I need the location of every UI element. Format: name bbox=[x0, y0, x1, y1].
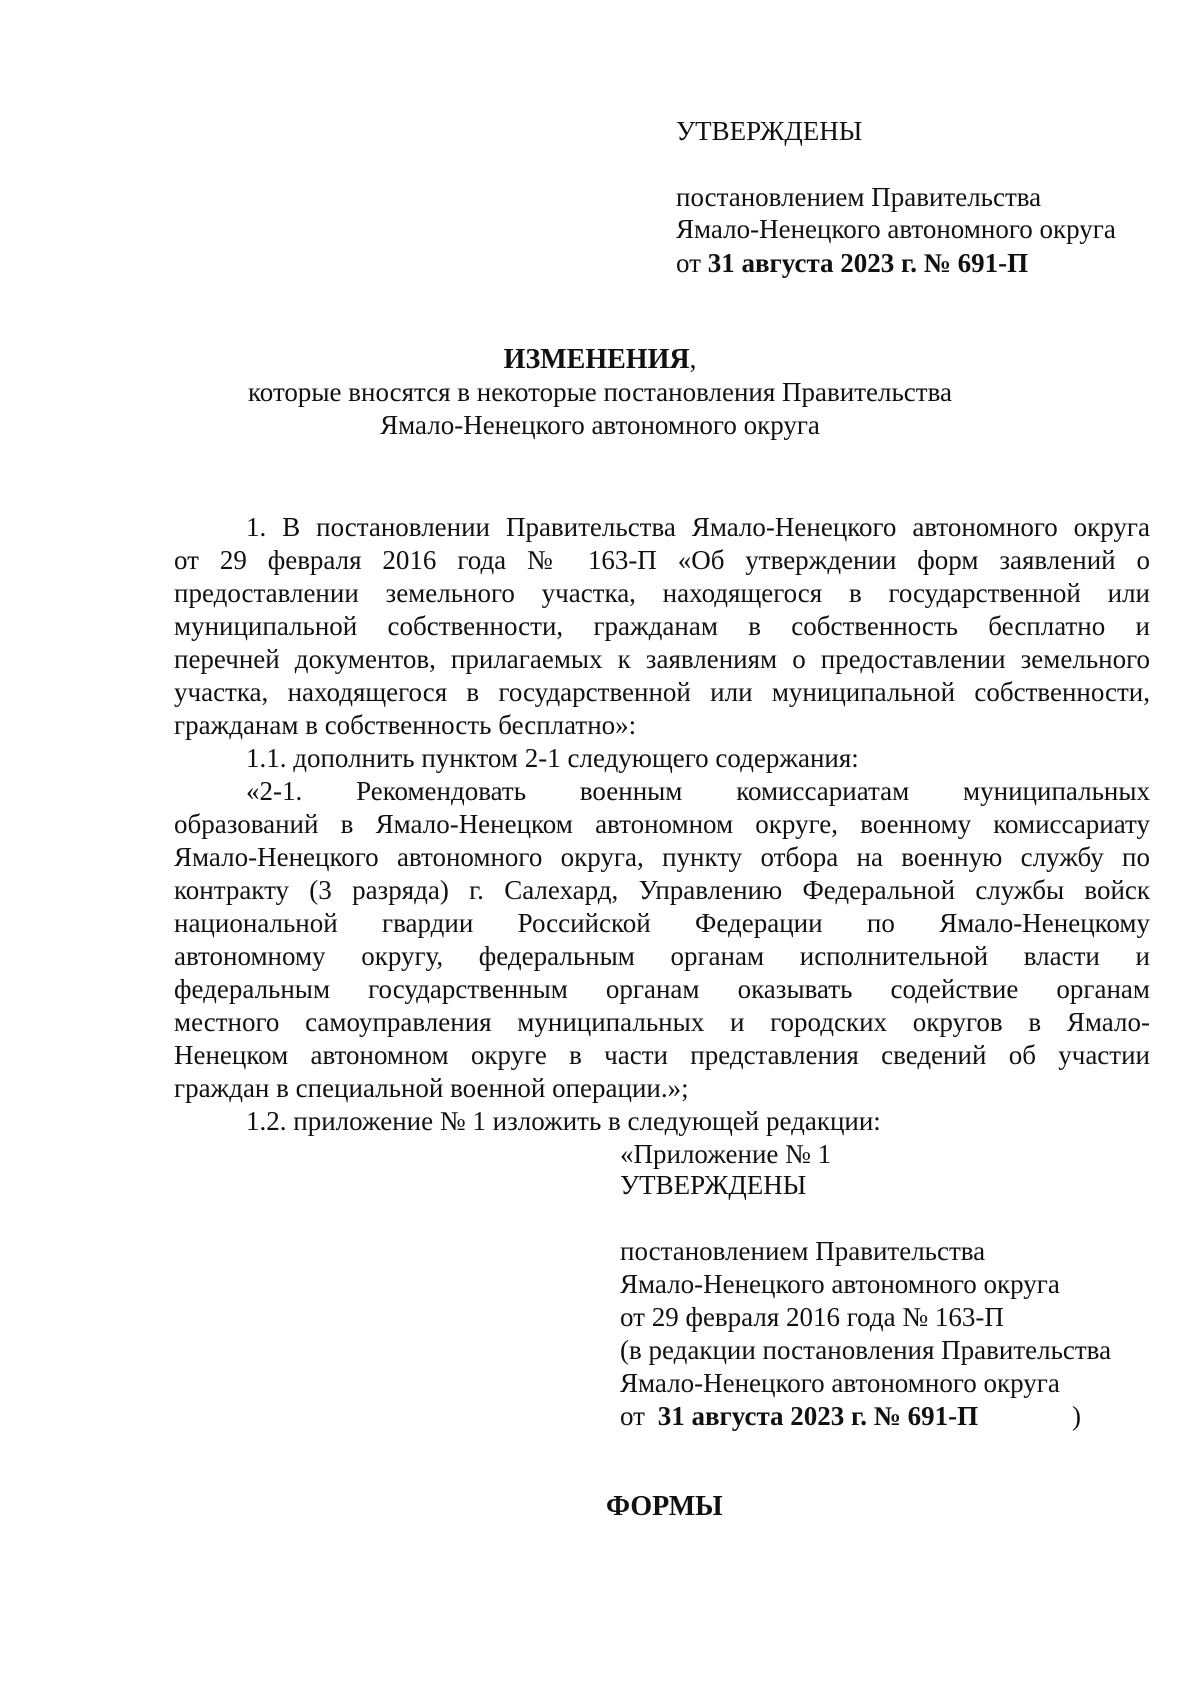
annex-line-5: Ямало-Ненецкого автономного округа bbox=[620, 1368, 1060, 1398]
annex-heading: УТВЕРЖДЕНЫ bbox=[620, 1170, 807, 1200]
approval-line-2: Ямало-Ненецкого автономного округа bbox=[676, 214, 1116, 244]
paragraph-1-line: перечней документов, прилагаемых к заявлениям о предоставлении земельного bbox=[174, 644, 1150, 674]
item-1-1: 1.1. дополнить пунктом 2-1 следующего содержания: bbox=[246, 743, 859, 773]
title-subtitle-1: которые вносятся в некоторые постановления Правительства bbox=[248, 377, 952, 407]
approval-heading: УТВЕРЖДЕНЫ bbox=[676, 116, 863, 146]
title-heading-suffix: , bbox=[689, 344, 697, 374]
paragraph-1-line: предоставлении земельного участка, находящегося в государственной или bbox=[174, 578, 1150, 608]
annex-line-4: (в редакции постановления Правительства bbox=[620, 1335, 1112, 1365]
quoted-paragraph-line: граждан в специальной военной операции.»; bbox=[174, 1073, 689, 1103]
paragraph-1-line: участка, находящегося в государственной или муниципальной собственности, bbox=[174, 677, 1150, 707]
quoted-paragraph-line: «2-1. Рекомендовать военным комиссариатам муниципальных bbox=[246, 776, 1150, 806]
title-heading: ИЗМЕНЕНИЯ bbox=[503, 344, 690, 375]
paragraph-1-line: от 29 февраля 2016 года № 163-П «Об утверждении форм заявлений о bbox=[174, 545, 1150, 575]
document-title bbox=[0, 343, 1200, 376]
quoted-paragraph-line: федеральным государственным органам оказывать содействие органам bbox=[174, 974, 1150, 1004]
annex-date bbox=[620, 1400, 978, 1432]
approval-date bbox=[676, 247, 1028, 279]
approval-date-value: 31 августа 2023 г. № 691-П bbox=[707, 248, 1029, 278]
paragraph-1-line: гражданам в собственность бесплатно»: bbox=[174, 710, 637, 740]
annex-line-3: от 29 февраля 2016 года № 163-П bbox=[620, 1302, 1004, 1332]
quoted-paragraph-line: автономному округу, федеральным органам исполнительной власти и bbox=[174, 941, 1150, 971]
annex-date-prefix: от bbox=[620, 1401, 645, 1431]
annex-date-value: 31 августа 2023 г. № 691-П bbox=[657, 1401, 979, 1431]
annex-label: «Приложение № 1 bbox=[620, 1139, 832, 1169]
annex-line-1: постановлением Правительства bbox=[620, 1236, 986, 1266]
approval-date-prefix: от bbox=[676, 248, 701, 278]
quoted-paragraph-line: национальной гвардии Российской Федерации по Ямало-Ненецкому bbox=[174, 908, 1150, 938]
paragraph-1-line: 1. В постановлении Правительства Ямало-Ненецкого автономного округа bbox=[246, 512, 1150, 542]
forms-heading-text: ФОРМЫ bbox=[606, 1491, 723, 1522]
forms-heading bbox=[606, 1490, 723, 1523]
item-1-2: 1.2. приложение № 1 изложить в следующей редакции: bbox=[246, 1106, 881, 1136]
quoted-paragraph-line: Ямало-Ненецкого автономного округа, пункту отбора на военную службу по bbox=[174, 842, 1150, 872]
title-subtitle-2: Ямало-Ненецкого автономного округа bbox=[380, 410, 820, 440]
quoted-paragraph-line: Ненецком автономном округе в части представления сведений об участии bbox=[174, 1040, 1150, 1070]
quoted-paragraph-line: контракту (3 разряда) г. Салехард, Управлению Федеральной службы войск bbox=[174, 875, 1150, 905]
annex-line-2: Ямало-Ненецкого автономного округа bbox=[620, 1269, 1060, 1299]
annex-close-paren: ) bbox=[1072, 1401, 1081, 1431]
quoted-paragraph-line: образований в Ямало-Ненецком автономном округе, военному комиссариату bbox=[174, 809, 1150, 839]
paragraph-1-line: муниципальной собственности, гражданам в собственность бесплатно и bbox=[174, 611, 1150, 641]
approval-line-1: постановлением Правительства bbox=[676, 182, 1042, 212]
quoted-paragraph-line: местного самоуправления муниципальных и городских округов в Ямало- bbox=[174, 1007, 1150, 1037]
